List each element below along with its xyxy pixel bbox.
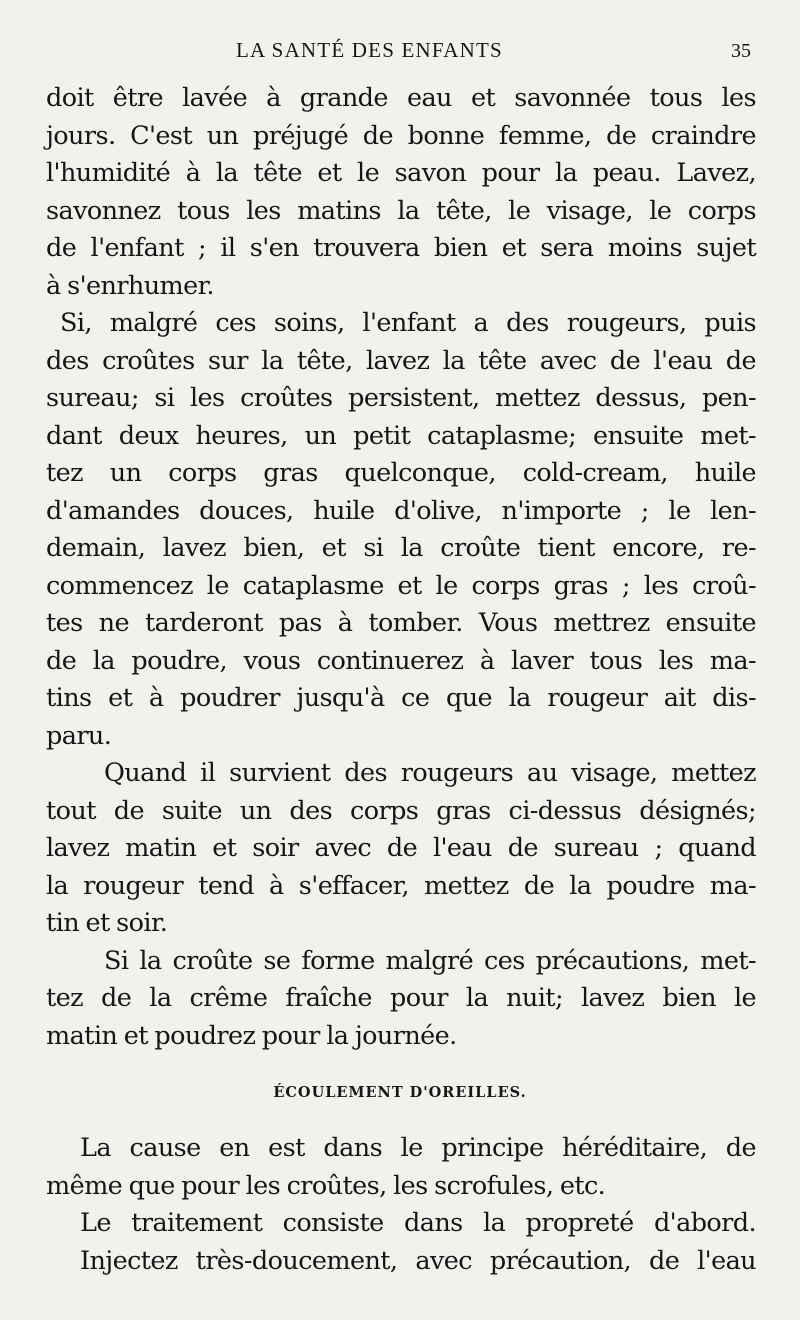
text-line: Injectez très-doucement, avec précaution, de l'eau: [80, 1245, 756, 1276]
text-line: d'amandes douces, huile d'olive, n'importe ; le len-: [46, 495, 756, 526]
page-header: [0, 38, 800, 70]
text-line: Le traitement consiste dans la propreté d'abord.: [80, 1208, 756, 1238]
text-line: tez de la crême fraîche pour la nuit; lavez bien le: [46, 983, 756, 1013]
text-line: jours. C'est un préjugé de bonne femme, de craindre: [46, 120, 756, 151]
text-line: même que pour les croûtes, les scrofules, etc.: [46, 1170, 606, 1201]
body-text: [46, 80, 756, 1055]
text-line: la rougeur tend à s'effacer, mettez de la poudre ma-: [46, 870, 756, 901]
page-number: 35: [731, 40, 751, 62]
text-line: à s'enrhumer.: [46, 270, 214, 301]
text-line: sureau; si les croûtes persistent, mettez dessus, pen-: [46, 383, 756, 413]
text-line: matin et poudrez pour la journée.: [46, 1020, 457, 1051]
text-line: de l'enfant ; il s'en trouvera bien et sera moins sujet: [46, 233, 756, 263]
text-line: tin et soir.: [46, 908, 168, 938]
text-line: des croûtes sur la tête, lavez la tête avec de l'eau de: [46, 345, 756, 376]
text-line: paru.: [46, 720, 112, 751]
text-line: Si la croûte se forme malgré ces précautions, met-: [104, 945, 756, 976]
text-line: doit être lavée à grande eau et savonnée tous les: [46, 83, 756, 113]
text-line: lavez matin et soir avec de l'eau de sureau ; quand: [46, 833, 756, 863]
text-line: commencez le cataplasme et le corps gras ; les croû-: [46, 570, 756, 601]
text-line: Quand il survient des rougeurs au visage, mettez: [104, 758, 756, 788]
text-line: tout de suite un des corps gras ci-dessus désignés;: [46, 795, 756, 826]
section-heading: ÉCOULEMENT D'OREILLES.: [273, 1084, 527, 1101]
text-line: tins et à poudrer jusqu'à ce que la rougeur ait dis-: [46, 683, 756, 713]
text-line: dant deux heures, un petit cataplasme; ensuite met-: [46, 420, 756, 451]
text-line: La cause en est dans le principe héréditaire, de: [80, 1133, 756, 1163]
text-line: Si, malgré ces soins, l'enfant a des rougeurs, puis: [60, 308, 756, 338]
running-title: LA SANTÉ DES ENFANTS: [236, 38, 503, 62]
text-line: tez un corps gras quelconque, cold-cream, huile: [46, 458, 756, 488]
text-line: demain, lavez bien, et si la croûte tient encore, re-: [46, 533, 756, 563]
text-line: savonnez tous les matins la tête, le visage, le corps: [46, 195, 756, 226]
text-line: l'humidité à la tête et le savon pour la peau. Lavez,: [46, 158, 756, 188]
text-line: tes ne tarderont pas à tomber. Vous mettrez ensuite: [46, 608, 756, 638]
body-text-continued: [46, 1130, 756, 1280]
text-line: de la poudre, vous continuerez à laver tous les ma-: [46, 645, 756, 676]
